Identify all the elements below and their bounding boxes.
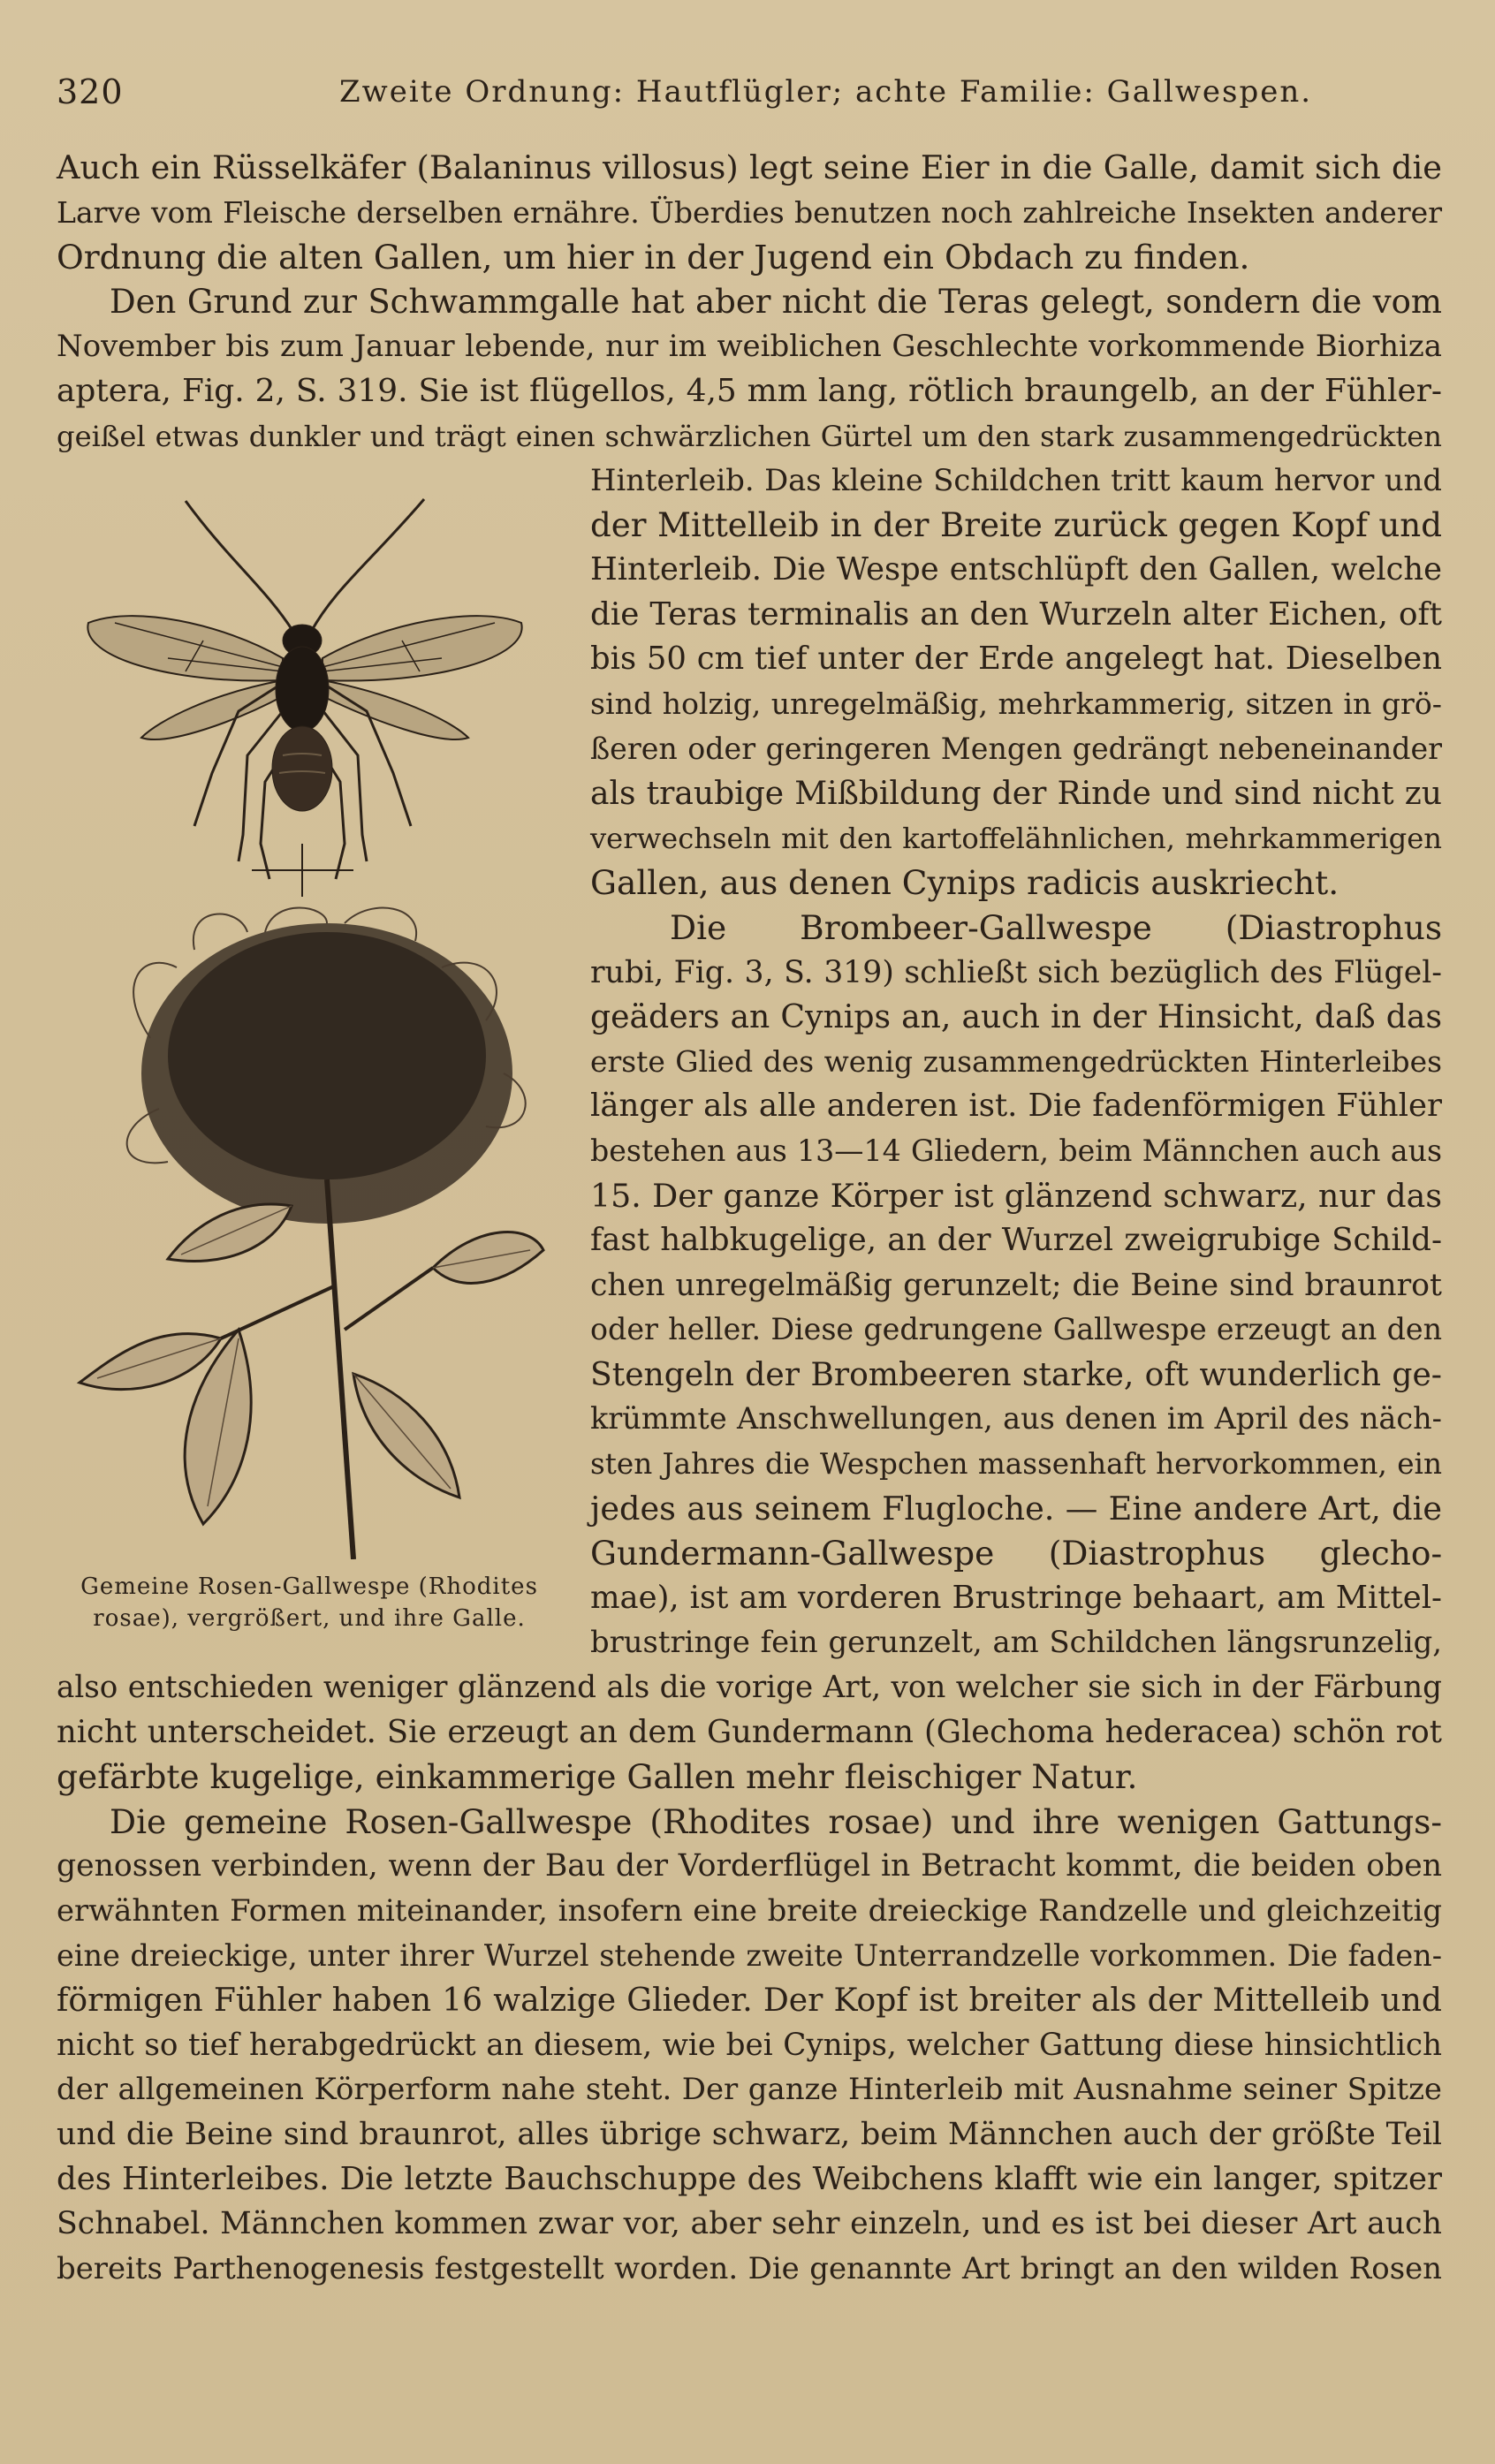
scale-mark: [252, 844, 353, 897]
caption-line: rosae), vergrößert, und ihre Galle.: [93, 1605, 526, 1632]
text-line: November bis zum Januar lebende, nur im weiblichen Geschlechte vorkommende Biorhiza: [57, 329, 1442, 365]
text-line: erste Glied des wenig zusammengedrückten Hinterleibes: [590, 1043, 1442, 1079]
text-line: jedes aus seinem Flugloche. — Eine andere Art, die: [590, 1489, 1442, 1528]
text-line: fast halbkugelige, an der Wurzel zweigrubige Schild-: [590, 1222, 1442, 1259]
text-line: Die Brombeer-Gallwespe (Diastrophus: [670, 907, 1443, 947]
text-line: Stengeln der Brombeeren starke, oft wunderlich ge-: [590, 1355, 1442, 1393]
page-header: [57, 67, 1444, 120]
figure-caption: [62, 1571, 557, 1634]
text-line: und die Beine sind braunrot, alles übrige schwarz, beim Männchen auch der größte Teil: [57, 2116, 1442, 2152]
top-text-block: [57, 146, 1442, 459]
text-line: chen unregelmäßig gerunzelt; die Beine sind braunrot: [590, 1267, 1442, 1303]
text-line: bis 50 cm tief unter der Erde angelegt hat. Dieselben: [590, 641, 1442, 678]
text-line: mae), ist am vorderen Brustringe behaart, am Mittel-: [590, 1579, 1442, 1616]
text-line: förmigen Fühler haben 16 walzige Glieder. Der Kopf ist breiter als der Mittelleib und: [57, 1982, 1442, 2020]
text-line: Larve vom Fleische derselben ernähre. Überdies benutzen noch zahlreiche Insekten anderer: [57, 194, 1442, 230]
text-line: sind holzig, unregelmäßig, mehrkammerig, sitzen in grö-: [590, 686, 1442, 721]
text-line: bereits Parthenogenesis festgestellt worden. Die genannte Art bringt an den wilden Rosen: [57, 2250, 1442, 2286]
text-line: rubi, Fig. 3, S. 319) schließt sich bezüglich des Flügel-: [590, 954, 1442, 990]
text-line: ßeren oder geringeren Mengen gedrängt nebeneinander: [590, 731, 1442, 766]
text-line: oder heller. Diese gedrungene Gallwespe erzeugt an den: [590, 1312, 1442, 1347]
text-line: geißel etwas dunkler und trägt einen schwärzlichen Gürtel um den stark zusammengedrückten: [57, 419, 1442, 453]
text-line: also entschieden weniger glänzend als die vorige Art, von welcher sie sich in der Färbung: [57, 1670, 1442, 1705]
text-line: Die gemeine Rosen-Gallwespe (Rhodites rosae) und ihre wenigen Gattungs-: [110, 1801, 1443, 1841]
text-line: sten Jahres die Wespchen massenhaft hervorkommen, ein: [590, 1447, 1442, 1482]
running-title: Zweite Ordnung: Hautflügler; achte Familie: Gallwespen.: [339, 74, 1313, 110]
text-line: der allgemeinen Körperform nahe steht. Der ganze Hinterleib mit Ausnahme seiner Spitze: [57, 2072, 1442, 2107]
text-line: gefärbte kugelige, einkammerige Gallen mehr fleischiger Natur.: [57, 1757, 1138, 1797]
text-line: die Teras terminalis an den Wurzeln alter Eichen, oft: [590, 595, 1442, 633]
side-text-block: [590, 459, 1442, 1665]
text-line: genossen verbinden, wenn der Bau der Vorderflügel in Betracht kommt, die beiden oben: [57, 1848, 1442, 1884]
text-line: Schnabel. Männchen kommen zwar vor, aber sehr einzeln, und es ist bei dieser Art auch: [57, 2206, 1442, 2242]
text-line: erwähnten Formen miteinander, insofern eine breite dreieckige Randzelle und gleichzeitig: [57, 1892, 1442, 1928]
text-line: 15. Der ganze Körper ist glänzend schwarz, nur das: [590, 1176, 1442, 1215]
page-number: 320: [57, 72, 124, 111]
text-line: Auch ein Rüsselkäfer (Balaninus villosus) legt seine Eier in die Galle, damit sich die: [57, 148, 1442, 186]
text-line: krümmte Anschwellungen, aus denen im April des näch-: [590, 1401, 1442, 1437]
bottom-text-block: [57, 1665, 1442, 2291]
text-line: aptera, Fig. 2, S. 319. Sie ist flügellos, 4,5 mm lang, rötlich braungelb, an der Fühler-: [57, 372, 1442, 409]
text-line: bestehen aus 13—14 Gliedern, beim Männchen auch aus: [590, 1133, 1442, 1168]
text-line: Gallen, aus denen Cynips radicis auskriecht.: [590, 863, 1339, 903]
wasp-and-gall-illustration: [62, 490, 557, 1559]
text-line: Den Grund zur Schwammgalle hat aber nicht die Teras gelegt, sondern die vom: [110, 282, 1442, 321]
wasp-drawing: [87, 499, 521, 879]
text-line: Gundermann-Gallwespe (Diastrophus glecho-: [590, 1534, 1443, 1573]
text-line: Hinterleib. Die Wespe entschlüpft den Gallen, welche: [590, 551, 1442, 588]
text-line: Ordnung die alten Gallen, um hier in der Jugend ein Obdach zu finden.: [57, 238, 1250, 277]
text-line: der Mittelleib in der Breite zurück gegen Kopf und: [590, 505, 1442, 544]
text-line: brustringe fein gerunzelt, am Schildchen längsrunzelig,: [590, 1625, 1442, 1660]
rose-gall-drawing: [80, 908, 543, 1560]
figure-illustration: [62, 490, 557, 1563]
text-line: des Hinterleibes. Die letzte Bauchschuppe des Weibchens klafft wie ein langer, spitzer: [57, 2160, 1442, 2197]
text-line: geäders an Cynips an, auch in der Hinsicht, daß das: [590, 997, 1442, 1036]
text-line: nicht unterscheidet. Sie erzeugt an dem Gundermann (Glechoma hederacea) schön rot: [57, 1713, 1442, 1750]
text-line: nicht so tief herabgedrückt an diesem, wie bei Cynips, welcher Gattung diese hinsichtlich: [57, 2027, 1442, 2063]
caption-line: Gemeine Rosen-Gallwespe (Rhodites: [80, 1573, 538, 1600]
text-line: länger als alle anderen ist. Die fadenförmigen Fühler: [590, 1088, 1442, 1125]
text-line: als traubige Mißbildung der Rinde und sind nicht zu: [590, 775, 1442, 813]
text-line: eine dreieckige, unter ihrer Wurzel stehende zweite Unterrandzelle vorkommen. Die faden-: [57, 1937, 1442, 1973]
text-line: verwechseln mit den kartoffelähnlichen, mehrkammerigen: [590, 821, 1442, 855]
text-line: Hinterleib. Das kleine Schildchen tritt kaum hervor und: [590, 463, 1442, 497]
